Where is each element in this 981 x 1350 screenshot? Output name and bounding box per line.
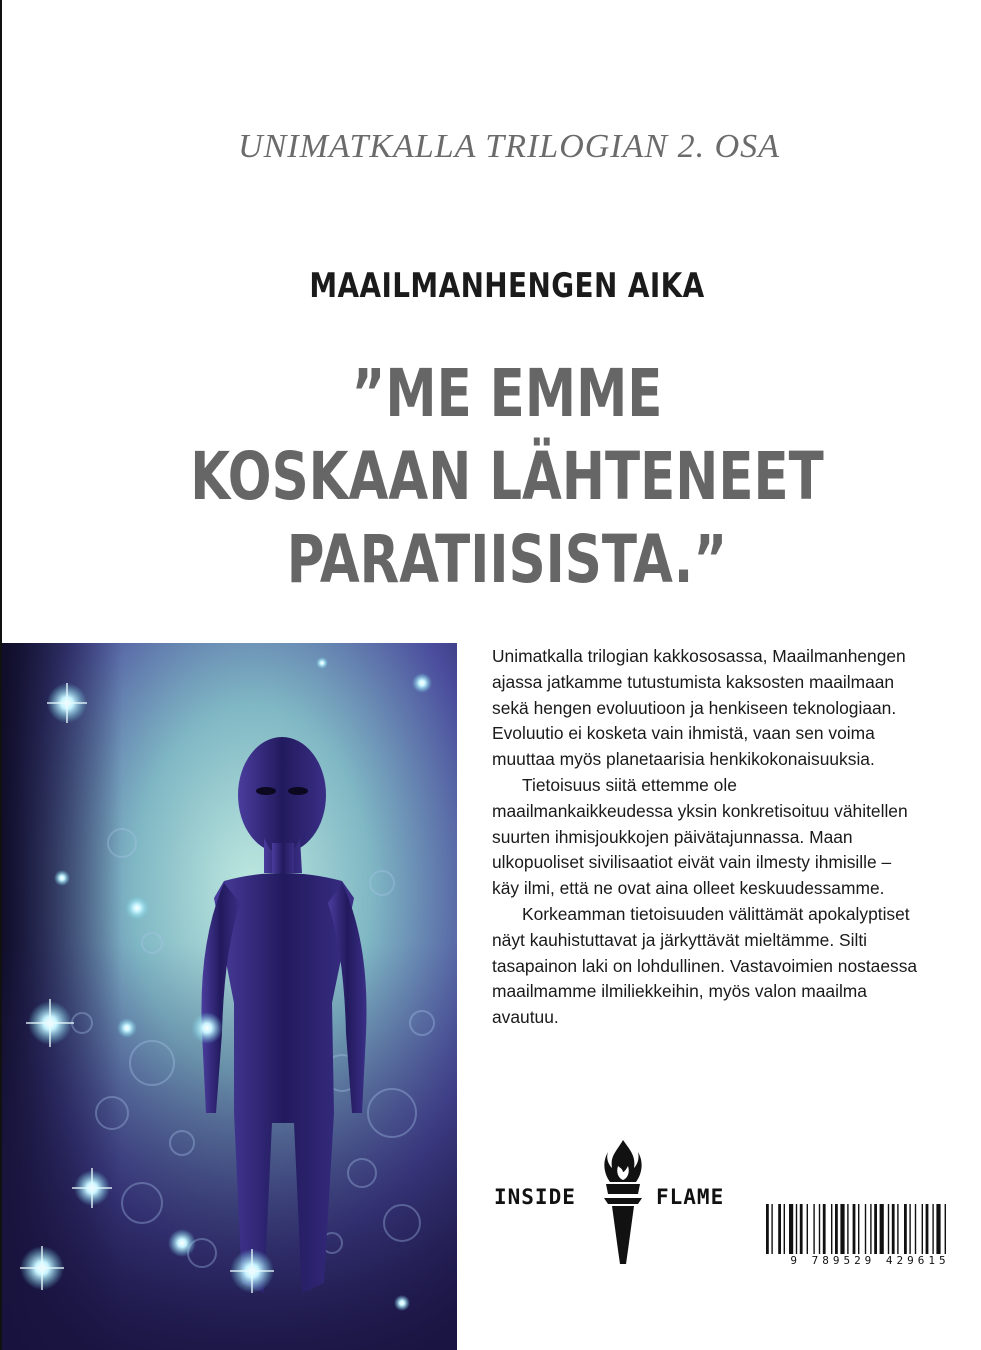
quote-line: KOSKAAN LÄHTENEET xyxy=(190,438,824,515)
barcode-digits: 9 789529 429615 xyxy=(790,1254,950,1267)
book-title: MAAILMANHENGEN AIKA xyxy=(309,266,705,306)
publisher-word-right: FLAME xyxy=(656,1185,725,1209)
cover-illustration xyxy=(2,643,457,1350)
series-title: UNIMATKALLA TRILOGIAN 2. OSA xyxy=(238,128,780,165)
cover-quote xyxy=(112,352,903,601)
publisher-logo xyxy=(494,1138,764,1268)
alien-figure-illustration xyxy=(2,643,457,1350)
quote-line: PARATIISISTA.” xyxy=(286,521,728,598)
blurb-paragraph: Tietoisuus siitä ettemme ole maailmankaikkeudessa yksin konkretisoituu vähitellen suurten ihmisjoukkojen päivätajunnassa. Maan ulkopuoliset sivilisaatiot eivät vain ilmesty ihmisille – käy ilmi, että ne ovat aina olleet keskuudessamme. xyxy=(492,774,908,899)
barcode-image xyxy=(758,1200,981,1290)
blurb-paragraph: Unimatkalla trilogian kakkososassa, Maailmanhengen ajassa jatkamme tutustumista kaksosten maailmaan sekä hengen evoluutioon ja henkiseen teknologiaan. Evoluutio ei kosketa vain ihmistä, vaan sen voima muuttaa myös planetaarisia henkikokonaisuuksia. xyxy=(492,646,906,770)
torch-icon xyxy=(598,1138,648,1268)
publisher-word-left: INSIDE xyxy=(494,1185,576,1209)
blurb-text xyxy=(492,644,922,1031)
quote-line: ”ME EMME xyxy=(351,355,663,432)
blurb-paragraph: Korkeamman tietoisuuden välittämät apokalyptiset näyt kauhistuttavat ja järkyttävät mieltämme. Silti tasapainon laki on lohdullinen. Vastavoimien nostaessa maailmamme ilmiliekkeihin, myös valon maailma avautuu. xyxy=(492,903,918,1028)
